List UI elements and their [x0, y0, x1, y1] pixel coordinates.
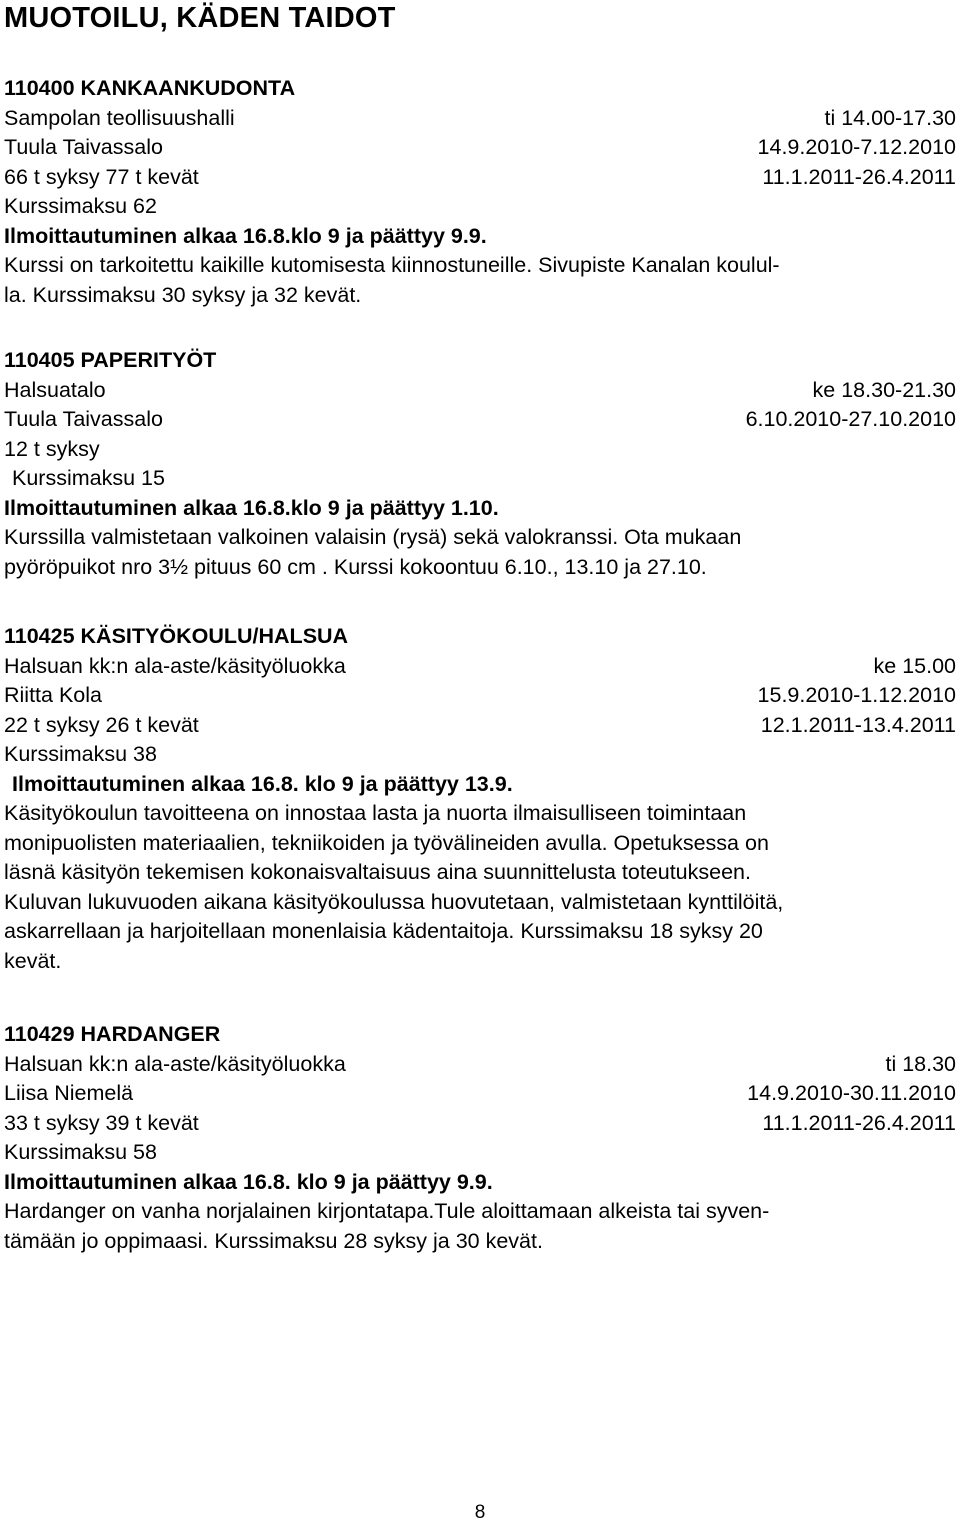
- hours-dates-row: [4, 711, 956, 741]
- hours-dates-row: [4, 163, 956, 193]
- course-dates-autumn: 14.9.2010-7.12.2010: [757, 135, 956, 159]
- course-dates-autumn: 6.10.2010-27.10.2010: [745, 407, 956, 431]
- course-dates-autumn: 15.9.2010-1.12.2010: [757, 683, 956, 707]
- course-hours: 33 t syksy 39 t kevät: [4, 1110, 199, 1135]
- course-dates-spring: 12.1.2011-13.4.2011: [760, 712, 956, 737]
- course-description-line: pyöröpuikot nro 3½ pituus 60 cm . Kurssi kokoontuu 6.10., 13.10 ja 27.10.: [4, 554, 707, 579]
- course-description-line: askarrellaan ja harjoitellaan monenlaisia kädentaitoja. Kurssimaksu 18 syksy 20: [4, 919, 763, 943]
- course-fee: Kurssimaksu 38: [4, 742, 157, 766]
- course-hours: 66 t syksy 77 t kevät: [4, 164, 199, 189]
- course-fee: Kurssimaksu 15: [12, 466, 165, 490]
- course-description-line: monipuolisten materiaalien, tekniikoiden ja työvälineiden avulla. Opetuksessa on: [4, 830, 769, 855]
- course-time: ke 18.30-21.30: [812, 377, 956, 402]
- course-registration: Ilmoittautuminen alkaa 16.8.klo 9 ja päättyy 1.10.: [4, 495, 499, 520]
- course-registration: Ilmoittautuminen alkaa 16.8. klo 9 ja päättyy 13.9.: [12, 771, 513, 796]
- course-description-line: kevät.: [4, 948, 62, 973]
- teacher-dates-row: [4, 133, 956, 163]
- teacher-dates-row: [4, 405, 956, 435]
- course-teacher: Riitta Kola: [4, 683, 102, 707]
- course-teacher: Tuula Taivassalo: [4, 135, 163, 159]
- course-fee: Kurssimaksu 62: [4, 194, 157, 218]
- course-description-line: Hardanger on vanha norjalainen kirjontatapa.Tule aloittamaan alkeista tai syven-: [4, 1199, 770, 1223]
- page-number: 8: [474, 1502, 486, 1523]
- course-description-line: Kurssi on tarkoitettu kaikille kutomisesta kiinnostuneille. Sivupiste Kanalan koulul-: [4, 253, 780, 277]
- course-kankaankudonta: [4, 74, 956, 310]
- course-registration: Ilmoittautuminen alkaa 16.8. klo 9 ja päättyy 9.9.: [4, 1169, 493, 1194]
- teacher-dates-row: [4, 681, 956, 711]
- course-time: ti 18.30: [885, 1051, 956, 1076]
- section-title: MUOTOILU, KÄDEN TAIDOT: [4, 2, 396, 34]
- course-teacher: Tuula Taivassalo: [4, 407, 163, 431]
- place-time-row: [4, 104, 956, 134]
- course-description-line: Käsityökoulun tavoitteena on innostaa lasta ja nuorta ilmaisulliseen toimintaan: [4, 801, 747, 825]
- teacher-dates-row: [4, 1079, 956, 1109]
- course-place: Halsuan kk:n ala-aste/käsityöluokka: [4, 653, 346, 678]
- place-time-row: [4, 652, 956, 682]
- course-description-line: läsnä käsityön tekemisen kokonaisvaltaisuus aina suunnittelusta toteutukseen.: [4, 860, 751, 884]
- course-place: Halsuan kk:n ala-aste/käsityöluokka: [4, 1051, 346, 1076]
- course-title: 110429 HARDANGER: [4, 1022, 221, 1046]
- place-time-row: [4, 1050, 956, 1080]
- course-title: 110405 PAPERITYÖT: [4, 348, 217, 372]
- course-registration: Ilmoittautuminen alkaa 16.8.klo 9 ja päättyy 9.9.: [4, 223, 487, 248]
- course-time: ke 15.00: [873, 653, 956, 678]
- course-hardanger: [4, 1020, 956, 1256]
- course-description-line: tämään jo oppimaasi. Kurssimaksu 28 syksy ja 30 kevät.: [4, 1228, 543, 1253]
- course-fee: Kurssimaksu 58: [4, 1140, 157, 1164]
- place-time-row: [4, 376, 956, 406]
- course-teacher: Liisa Niemelä: [4, 1081, 134, 1105]
- course-place: Sampolan teollisuushalli: [4, 105, 235, 130]
- hours-dates-row: [4, 1109, 956, 1139]
- course-kasityokoulu: [4, 622, 956, 976]
- course-dates-autumn: 14.9.2010-30.11.2010: [747, 1081, 956, 1105]
- course-description-line: Kurssilla valmistetaan valkoinen valaisin (rysä) sekä valokranssi. Ota mukaan: [4, 525, 742, 549]
- course-place: Halsuatalo: [4, 377, 106, 402]
- course-dates-spring: 11.1.2011-26.4.2011: [762, 1110, 956, 1135]
- course-title: 110425 KÄSITYÖKOULU/HALSUA: [4, 624, 349, 648]
- course-description-line: Kuluvan lukuvuoden aikana käsityökoulussa huovutetaan, valmistetaan kynttilöitä,: [4, 889, 784, 914]
- course-paperityot: [4, 346, 956, 582]
- course-description-line: la. Kurssimaksu 30 syksy ja 32 kevät.: [4, 282, 362, 307]
- course-dates-spring: 11.1.2011-26.4.2011: [762, 164, 956, 189]
- course-title: 110400 KANKAANKUDONTA: [4, 76, 296, 100]
- course-hours: 22 t syksy 26 t kevät: [4, 712, 199, 737]
- course-time: ti 14.00-17.30: [824, 105, 956, 130]
- course-hours: 12 t syksy: [4, 436, 100, 461]
